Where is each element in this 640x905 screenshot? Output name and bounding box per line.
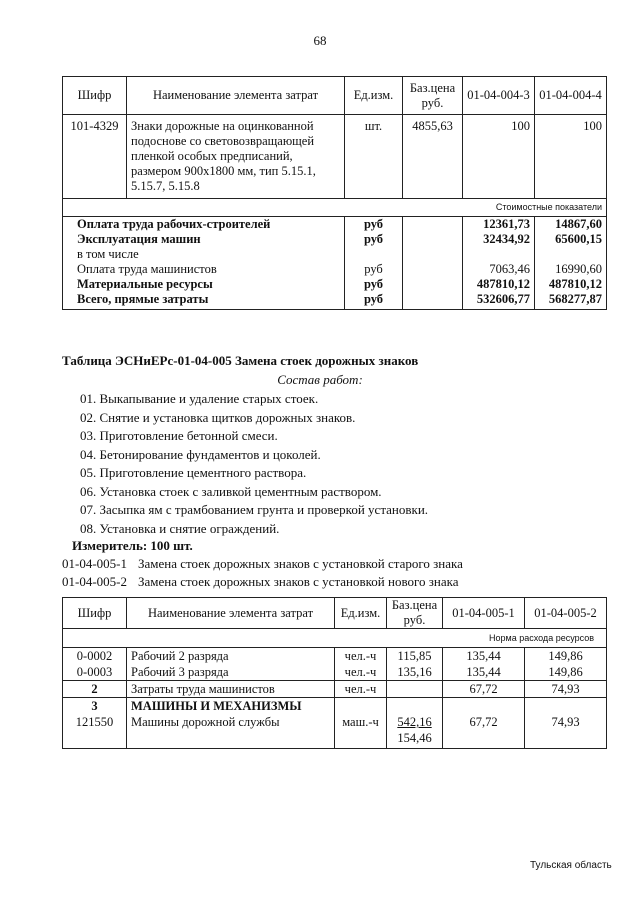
row-empty xyxy=(403,247,463,262)
row-value-2: 14867,60 xyxy=(535,217,607,233)
row-empty xyxy=(403,277,463,292)
header-unit: Ед.изм. xyxy=(345,77,403,115)
row-value-2 xyxy=(535,247,607,262)
row-price: 115,85 xyxy=(387,648,443,665)
row-value-1: 7063,46 xyxy=(463,262,535,277)
section-title: Таблица ЭСНиЕРс-01-04-005 Замена стоек дорожных знаков xyxy=(62,353,419,368)
row-name: Оплата труда рабочих-строителей xyxy=(63,217,345,233)
region-footer: Тульская область xyxy=(530,860,612,871)
row-price xyxy=(387,714,443,748)
row-value-1: 487810,12 xyxy=(463,277,535,292)
section-label: Стоимостные показатели xyxy=(63,199,607,217)
row-value-2: 16990,60 xyxy=(535,262,607,277)
header-name: Наименование элемента затрат xyxy=(127,598,335,629)
row-name: Рабочий 2 разряда xyxy=(127,648,335,665)
header-code: Шифр xyxy=(63,598,127,629)
work-list xyxy=(80,390,428,538)
item-name-line: размером 900х1800 мм, тип 5.15.1, xyxy=(131,164,316,178)
item-name-line: подосновe со световозвращающей xyxy=(131,134,315,148)
row-value-2: 74,93 xyxy=(525,714,607,748)
table-row xyxy=(63,664,607,681)
row-unit: руб xyxy=(345,292,403,310)
row-price: 135,16 xyxy=(387,664,443,681)
item-name-line: Знаки дорожные на оцинкованной xyxy=(131,119,314,133)
row-value-1: 67,72 xyxy=(443,681,525,698)
row-name: Оплата труда машинистов xyxy=(77,262,217,276)
list-item: 07. Засыпка ям с трамбованием грунта и проверкой установки. xyxy=(80,502,429,517)
row-value-2: 65600,15 xyxy=(535,232,607,247)
row-unit: руб xyxy=(345,232,403,247)
row-empty xyxy=(403,262,463,277)
variant-text: Замена стоек дорожных знаков с установкой нового знака xyxy=(138,574,459,589)
row-unit: руб xyxy=(345,262,403,277)
item-unit: шт. xyxy=(345,115,403,199)
header-col1: 01-04-004-3 xyxy=(463,77,535,115)
header-price: Баз.цена руб. xyxy=(403,77,463,115)
header-col2: 01-04-005-2 xyxy=(525,598,607,629)
row-value-1: 532606,77 xyxy=(463,292,535,310)
table-row xyxy=(63,277,607,292)
section-row xyxy=(63,629,607,648)
variant-code: 01-04-005-2 xyxy=(62,574,127,589)
list-item: 06. Установка стоек с заливкой цементным раствором. xyxy=(80,483,382,499)
row-value-1: 32434,92 xyxy=(463,232,535,247)
row-unit: чел.-ч xyxy=(335,648,387,665)
table-row xyxy=(63,115,607,199)
table-row xyxy=(63,292,607,310)
row-value-1: 12361,73 xyxy=(463,217,535,233)
list-item: 05. Приготовление цементного раствора. xyxy=(80,465,307,480)
row-name: Рабочий 3 разряда xyxy=(127,664,335,681)
row-value-1: 135,44 xyxy=(443,648,525,665)
row-price xyxy=(387,681,443,698)
measure-unit: Измеритель: 100 шт. xyxy=(72,538,193,553)
item-name-line: 5.15.7, 5.15.8 xyxy=(131,179,200,193)
item-code: 101-4329 xyxy=(63,115,127,199)
table-row xyxy=(63,648,607,665)
page-number: 68 xyxy=(313,33,327,48)
table-row xyxy=(63,698,607,715)
row-value-2: 74,93 xyxy=(525,681,607,698)
row-value-1 xyxy=(443,698,525,715)
row-name: Машины дорожной службы xyxy=(127,714,335,748)
row-price-secondary: 154,46 xyxy=(397,731,432,745)
row-name: Всего, прямые затраты xyxy=(77,292,209,306)
item-value-1: 100 xyxy=(463,115,535,199)
header-name: Наименование элемента затрат xyxy=(127,77,345,115)
row-unit xyxy=(345,247,403,262)
row-value-2: 487810,12 xyxy=(535,277,607,292)
row-name: Эксплуатация машин xyxy=(77,232,201,246)
header-unit: Ед.изм. xyxy=(335,598,387,629)
row-name: в том числе xyxy=(77,247,139,261)
row-code: 3 xyxy=(63,698,127,715)
header-code: Шифр xyxy=(63,77,127,115)
row-code: 0-0002 xyxy=(63,648,127,665)
header-price: Баз.цена руб. xyxy=(387,598,443,629)
item-name-line: пленкой особых предписаний, xyxy=(131,149,293,163)
row-unit: руб xyxy=(345,217,403,233)
row-unit: маш.-ч xyxy=(335,714,387,748)
row-value-2: 149,86 xyxy=(525,648,607,665)
list-item: 08. Установка и снятие ограждений. xyxy=(80,520,280,536)
table-row xyxy=(63,262,607,277)
work-list-title: Состав работ: xyxy=(277,372,363,387)
row-code: 0-0003 xyxy=(63,664,127,681)
row-value-1 xyxy=(463,247,535,262)
table-header-row xyxy=(63,598,607,629)
row-value-2 xyxy=(525,698,607,715)
row-value-2: 149,86 xyxy=(525,664,607,681)
table-row xyxy=(63,232,607,247)
row-empty xyxy=(403,217,463,233)
section-label: Норма расхода ресурсов xyxy=(63,629,607,648)
table-row xyxy=(63,681,607,698)
item-name xyxy=(127,115,345,199)
row-value-2: 568277,87 xyxy=(535,292,607,310)
row-value-1: 67,72 xyxy=(443,714,525,748)
list-item: 04. Бетонирование фундаментов и цоколей. xyxy=(80,446,321,462)
row-name: Затраты труда машинистов xyxy=(127,681,335,698)
variant-row xyxy=(62,574,459,590)
header-col1: 01-04-005-1 xyxy=(443,598,525,629)
item-value-2: 100 xyxy=(535,115,607,199)
row-price xyxy=(387,698,443,715)
row-name: Материальные ресурсы xyxy=(77,277,213,291)
row-empty xyxy=(403,292,463,310)
cost-table-004 xyxy=(62,76,607,310)
row-empty xyxy=(403,232,463,247)
row-code: 2 xyxy=(63,681,127,698)
resource-table-005 xyxy=(62,597,607,749)
row-unit xyxy=(335,698,387,715)
header-col2: 01-04-004-4 xyxy=(535,77,607,115)
variant-row xyxy=(62,556,463,572)
table-row xyxy=(63,247,607,262)
variant-code: 01-04-005-1 xyxy=(62,556,127,571)
list-item: 02. Снятие и установка щитков дорожных знаков. xyxy=(80,409,356,425)
table-row xyxy=(63,217,607,233)
section-row xyxy=(63,199,607,217)
row-price-main: 542,16 xyxy=(397,715,432,729)
list-item: 03. Приготовление бетонной смеси. xyxy=(80,428,278,443)
table-row xyxy=(63,714,607,748)
row-name: МАШИНЫ И МЕХАНИЗМЫ xyxy=(127,698,335,715)
table-header-row xyxy=(63,77,607,115)
variant-text: Замена стоек дорожных знаков с установкой старого знака xyxy=(138,556,463,571)
row-unit: чел.-ч xyxy=(335,681,387,698)
row-unit: руб xyxy=(345,277,403,292)
row-unit: чел.-ч xyxy=(335,664,387,681)
row-code: 121550 xyxy=(63,714,127,748)
item-price: 4855,63 xyxy=(403,115,463,199)
list-item: 01. Выкапывание и удаление старых стоек. xyxy=(80,391,319,406)
row-value-1: 135,44 xyxy=(443,664,525,681)
